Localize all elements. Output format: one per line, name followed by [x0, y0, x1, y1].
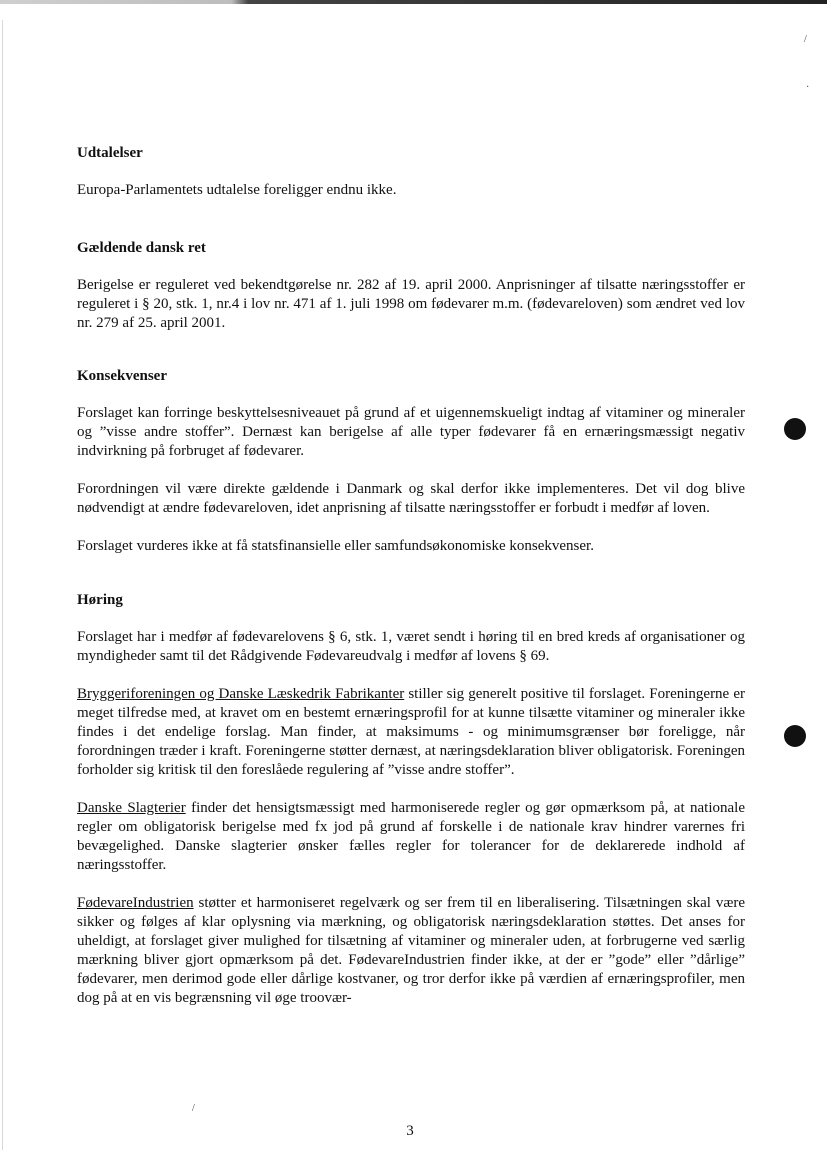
- section-heading-gaeldende-dansk-ret: Gældende dansk ret: [77, 240, 206, 256]
- paragraph: [77, 537, 745, 556]
- paragraph-text: Forslaget vurderes ikke at få statsfinansielle eller samfundsøkonomiske konsekvenser.: [77, 538, 594, 554]
- paragraph-text: Europa-Parlamentets udtalelse foreligger endnu ikke.: [77, 182, 397, 198]
- paragraph: [77, 276, 745, 333]
- scan-left-border: [2, 20, 3, 1150]
- paragraph-text: stiller sig generelt positive til forslaget. Foreningerne er meget tilfredse med, at kravet om en bestemt ernæringsprofil for at kunne tilsætte vitaminer og mineraler ikke findes i det endelige forslag. Man finder, at maksimums - og minimumsgrænser bør foreligge, når forordningen træder i kraft. Foreningerne støtter dernæst, at næringsdeklaration bliver obligatorisk. Foreningen forholder sig kritisk til den foreslåede regulering af ”visse andre stoffer”.: [77, 686, 745, 778]
- document-page: [77, 144, 745, 1008]
- scan-speck: /: [804, 34, 807, 45]
- section-heading-konsekvenser: Konsekvenser: [77, 368, 167, 384]
- paragraph: [77, 628, 745, 666]
- paragraph: [77, 799, 745, 875]
- paragraph: [77, 480, 745, 518]
- paragraph-text: Forordningen vil være direkte gældende i Danmark og skal derfor ikke implementeres. Det vil dog blive nødvendigt at ændre fødevareloven, idet anprisning af tilsatte næringsstoffer er forbudt i medfør af loven.: [77, 481, 745, 516]
- page-number: 3: [406, 1123, 414, 1139]
- scan-speck: ·: [806, 82, 810, 93]
- punch-hole-mark: [784, 725, 806, 747]
- paragraph-text: Forslaget kan forringe beskyttelsesniveauet på grund af et uigennemskueligt indtag af vitaminer og mineraler og ”visse andre stoffer”. Dernæst kan berigelse af alle typer fødevarer få en ernæringsmæssigt negativ indvirkning på forbruget af fødevarer.: [77, 405, 745, 459]
- paragraph-text: finder det hensigtsmæssigt med harmoniserede regler og gør opmærksom på, at nationale regler om obligatorisk berigelse med fx jod på grund af forskelle i de nationale krav hindrer varernes fri bevægelighed. Danske slagterier ønsker fælles regler for tolerancer for de deklarerede indhold af næringsstoffer.: [77, 800, 745, 873]
- scan-top-border: [0, 0, 827, 4]
- organisation-name: FødevareIndustrien: [77, 895, 194, 911]
- paragraph-text: støtter et harmoniseret regelværk og ser frem til en liberalisering. Tilsætningen skal være sikker og følges af klar oplysning via mærkning, og obligatorisk næringsdeklaration støttes. Det anses for uheldigt, at forslaget giver mulighed for tilsætning af vitaminer og mineraler uden, at forbrugerne ved særlig mærkning bliver gjort opmærksom på det. FødevareIndustrien finder ikke, at der er ”gode” eller ”dårlige” fødevarer, men derimod gode eller dårlige kostvaner, og tror derfor ikke på værdien af ernæringsprofiler, men dog på at en vis begrænsning vil øge troovær-: [77, 895, 745, 1006]
- paragraph: [77, 404, 745, 461]
- organisation-name: Bryggeriforeningen og Danske Læskedrik Fabrikanter: [77, 686, 405, 702]
- section-heading-udtalelser: Udtalelser: [77, 145, 143, 161]
- paragraph: [77, 181, 745, 200]
- paragraph: [77, 685, 745, 780]
- paragraph: [77, 894, 745, 1008]
- paragraph-text: Forslaget har i medfør af fødevarelovens § 6, stk. 1, været sendt i høring til en bred kreds af organisationer og myndigheder samt til det Rådgivende Fødevareudvalg i medfør af lovens § 69.: [77, 629, 745, 664]
- paragraph-text: Berigelse er reguleret ved bekendtgørelse nr. 282 af 19. april 2000. Anprisninger af tilsatte næringsstoffer er reguleret i § 20, stk. 1, nr.4 i lov nr. 471 af 1. juli 1998 om fødevarer m.m. (fødevareloven) som ændret ved lov nr. 279 af 25. april 2001.: [77, 277, 745, 331]
- organisation-name: Danske Slagterier: [77, 800, 186, 816]
- punch-hole-mark: [784, 418, 806, 440]
- section-heading-horing: Høring: [77, 592, 123, 608]
- scan-speck: /: [192, 1103, 195, 1114]
